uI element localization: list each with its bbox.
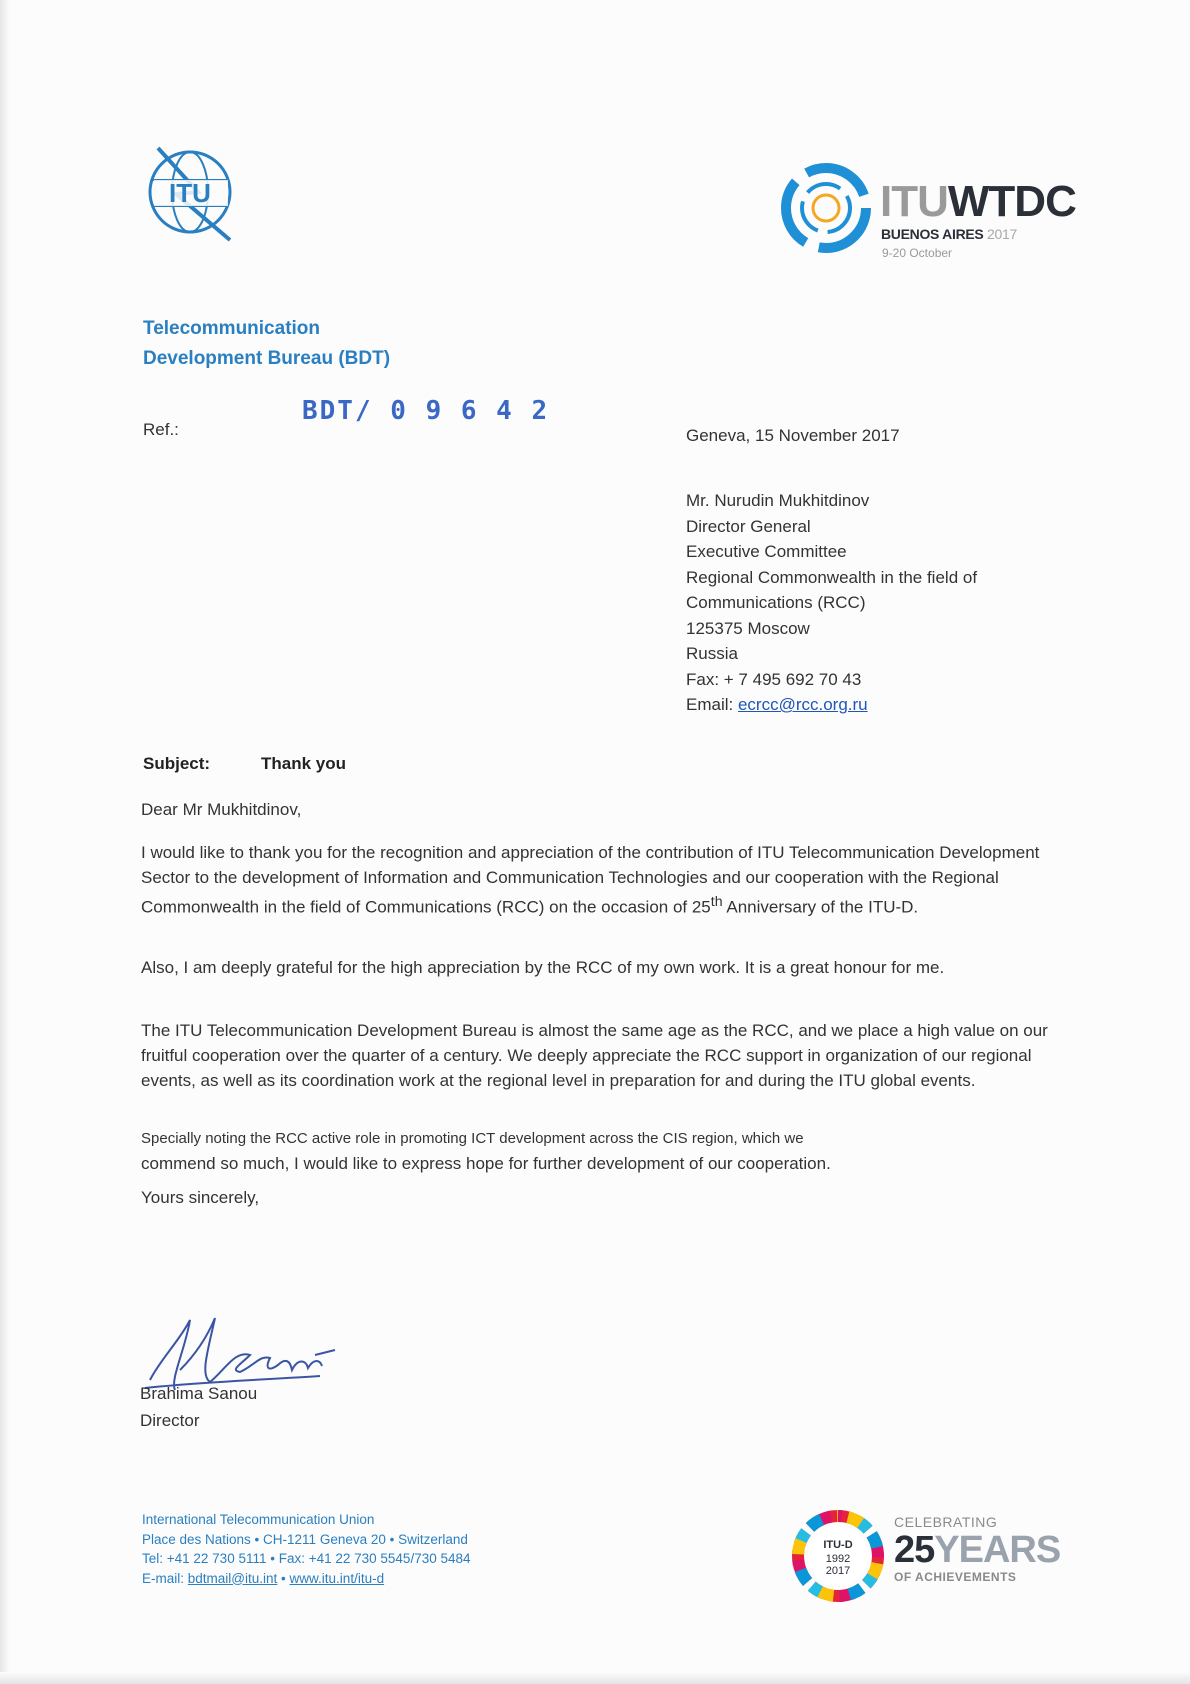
body-paragraph-3: The ITU Telecommunication Development Bureau is almost the same age as the RCC, and we place a high value on our fruitful cooperation over the quarter of a century. We deeply appreciate the RCC support in organization of our regional events, as well as its coordination work at the regional level in preparation for and during the ITU global events. xyxy=(141,1021,1048,1090)
page-edge-shadow xyxy=(0,0,10,1684)
recipient-org-line-1: Regional Commonwealth in the field of xyxy=(686,567,978,587)
closing: Yours sincerely, xyxy=(141,1188,260,1207)
badge-text xyxy=(894,1514,1060,1584)
anniversary-ring-icon xyxy=(790,1508,886,1604)
body-paragraph-4 xyxy=(141,1126,1056,1176)
wtdc-logo xyxy=(778,160,1078,260)
badge-achievements: OF ACHIEVEMENTS xyxy=(894,1570,1017,1584)
recipient-city: 125375 Moscow xyxy=(686,618,810,638)
badge-ring-year-2: 2017 xyxy=(825,1565,851,1577)
ref-stamp: BDT/ 0 9 6 4 2 xyxy=(302,396,550,426)
wtdc-title xyxy=(880,177,1076,226)
wtdc-city xyxy=(881,226,1017,242)
recipient-email-link[interactable]: ecrcc@rcc.org.ru xyxy=(737,695,868,714)
wtdc-title-wtdc: WTDC xyxy=(947,177,1076,226)
recipient-email-label: Email: xyxy=(686,695,734,714)
wtdc-dates: 9-20 October xyxy=(882,246,953,260)
page-bottom-shadow xyxy=(0,1672,1190,1684)
letter-date: Geneva, 15 November 2017 xyxy=(686,426,900,445)
ref-label: Ref.: xyxy=(143,420,179,439)
badge-25-years xyxy=(894,1530,1060,1570)
signer-name: Brahima Sanou xyxy=(140,1384,258,1403)
footer-separator: • xyxy=(281,1570,286,1586)
recipient-email-line xyxy=(686,692,977,718)
badge-ring-year-1: 1992 xyxy=(825,1553,851,1565)
footer-website-link[interactable]: www.itu.int/itu-d xyxy=(289,1570,385,1586)
bureau-line-1: Telecommunication xyxy=(143,318,321,339)
p1-superscript: th xyxy=(710,894,723,910)
recipient-title: Director General xyxy=(686,516,811,536)
p4-line-1: Specially noting the RCC active role in promoting ICT development across the CIS region, which we xyxy=(141,1130,804,1147)
footer-email-label: E-mail: xyxy=(142,1570,185,1586)
recipient-body: Executive Committee xyxy=(686,542,847,561)
recipient-name: Mr. Nurudin Mukhitdinov xyxy=(686,491,870,510)
salutation: Dear Mr Mukhitdinov, xyxy=(141,800,302,819)
footer-email-link[interactable]: bdtmail@itu.int xyxy=(187,1570,278,1586)
bureau-name xyxy=(143,314,390,374)
wtdc-year: 2017 xyxy=(987,226,1017,242)
footer-address: Place des Nations • CH-1211 Geneva 20 • Switzerland xyxy=(142,1531,468,1547)
body-paragraph-1 xyxy=(141,840,1056,920)
p1-text-end: Anniversary of the ITU-D. xyxy=(722,897,919,917)
p1-text: I would like to thank you for the recognition and appreciation of the contribution of ITU Telecommunication Development Sector to the development of Information and Communication Technologies and our cooperation with the Regional Commonwealth in the field of Communications (RCC) on the occasion of 25 xyxy=(141,843,1040,917)
badge-ring-label: ITU-D xyxy=(823,1539,853,1551)
wtdc-ring-icon xyxy=(778,160,874,256)
footer-org: International Telecommunication Union xyxy=(142,1512,375,1527)
badge-years: YEARS xyxy=(934,1529,1061,1571)
subject-line xyxy=(143,754,347,774)
recipient-fax: Fax: + 7 495 692 70 43 xyxy=(686,669,862,689)
recipient-address xyxy=(686,488,977,718)
recipient-country: Russia xyxy=(686,644,738,663)
signer-title: Director xyxy=(140,1411,200,1430)
signer-block xyxy=(140,1380,257,1434)
footer-links xyxy=(142,1569,471,1589)
recipient-org-line-2: Communications (RCC) xyxy=(686,593,866,612)
itu-logo-icon xyxy=(138,140,250,248)
wtdc-city-name: BUENOS AIRES xyxy=(881,226,984,242)
anniversary-badge xyxy=(790,1508,1080,1604)
badge-number: 25 xyxy=(894,1529,935,1571)
wtdc-title-itu: ITU xyxy=(880,177,948,226)
body-paragraph-2: Also, I am deeply grateful for the high appreciation by the RCC of my own work. It is a great honour for me. xyxy=(141,958,945,977)
bureau-line-2: Development Bureau (BDT) xyxy=(143,348,391,369)
footer-contact xyxy=(142,1510,471,1588)
p4-line-2: commend so much, I would like to express hope for further development of our cooperation. xyxy=(141,1154,831,1173)
footer-phones: Tel: +41 22 730 5111 • Fax: +41 22 730 5545/730 5484 xyxy=(142,1551,471,1566)
subject-label: Subject: xyxy=(143,754,211,773)
badge-celebrating: CELEBRATING xyxy=(894,1514,998,1530)
subject-value: Thank you xyxy=(261,754,347,773)
itu-logo-text: ITU xyxy=(169,178,211,208)
